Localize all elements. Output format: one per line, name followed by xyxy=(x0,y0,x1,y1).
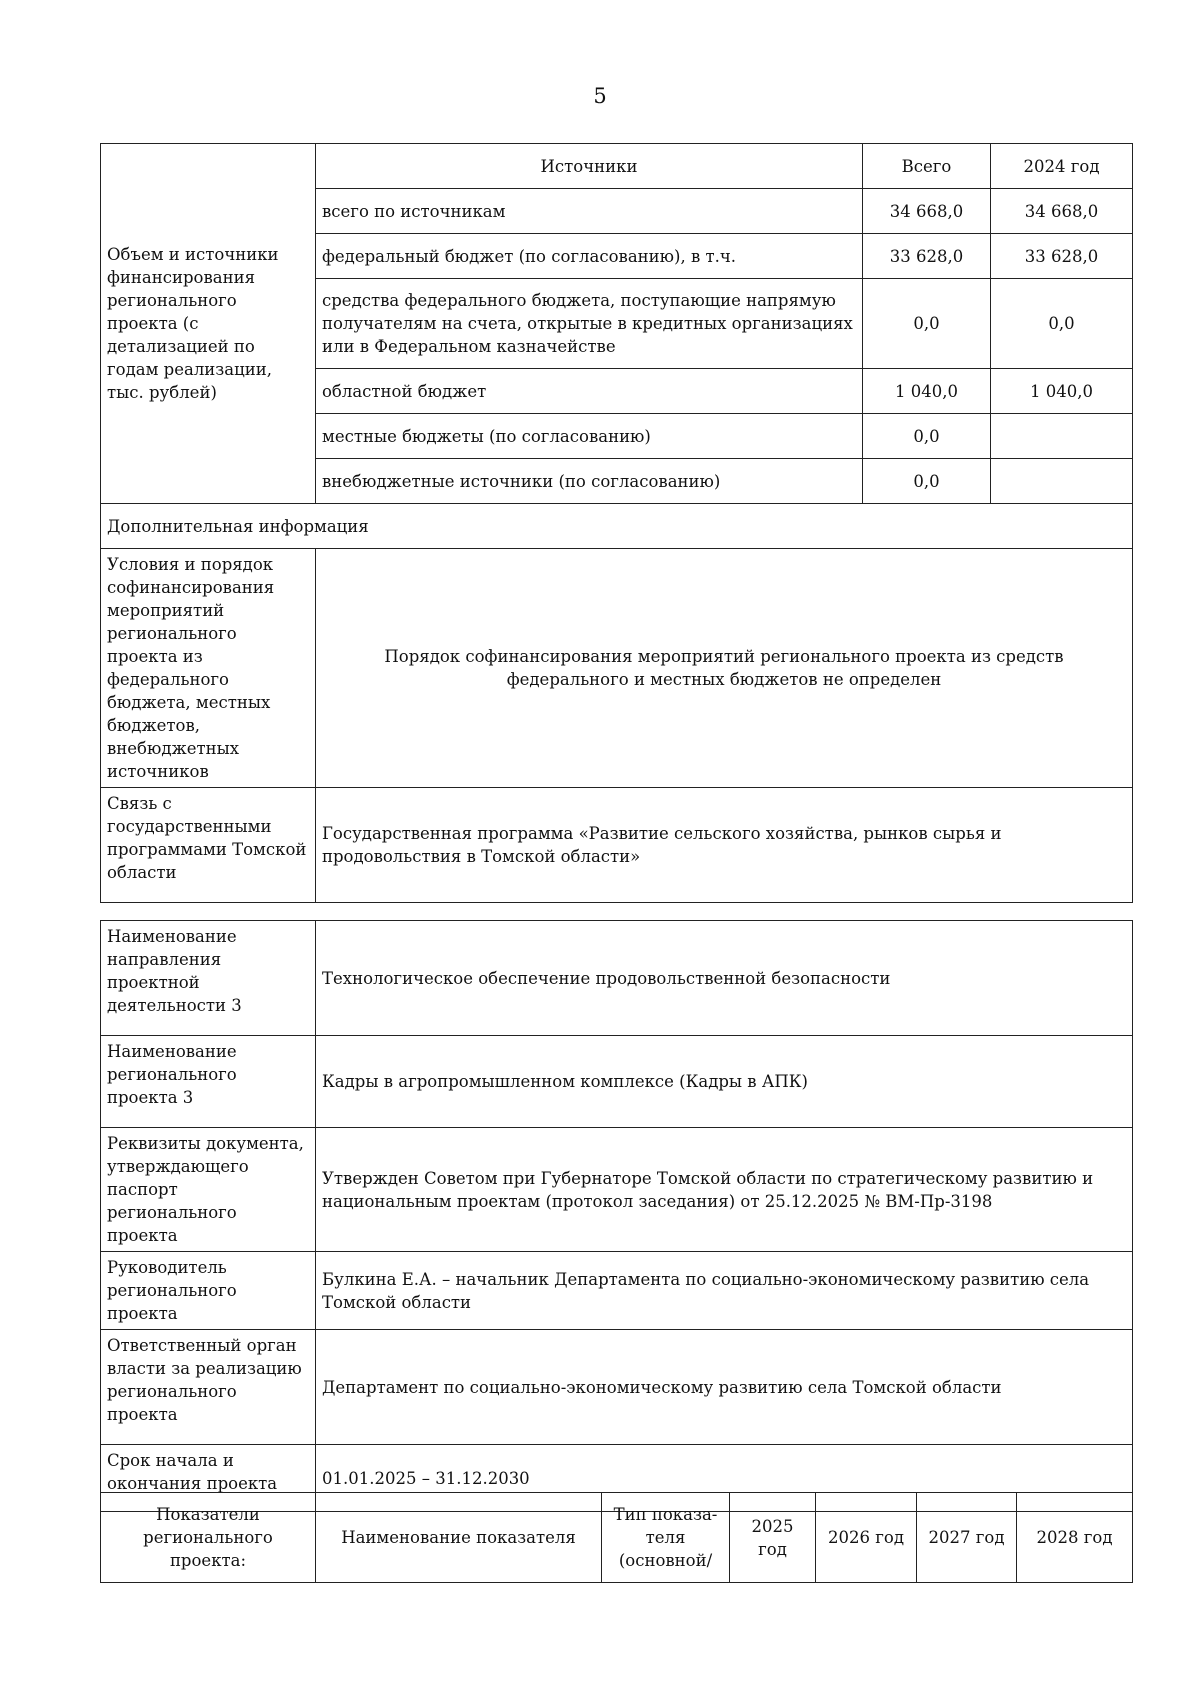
source-name: средства федерального бюджета, поступающие напрямую получателям на счета, открытые в кредитных организациях или в Федеральном казначействе xyxy=(316,279,863,369)
year-header: 2025 год xyxy=(730,1493,816,1583)
head-label: Руководитель регионального проекта xyxy=(101,1252,316,1330)
direction-value: Технологическое обеспечение продовольственной безопасности xyxy=(316,921,1133,1036)
header-year: 2024 год xyxy=(991,144,1133,189)
term-value: 01.01.2025 – 31.12.2030 xyxy=(316,1445,1133,1512)
project-name-label: Наименование регионального проекта 3 xyxy=(101,1036,316,1128)
term-label: Срок начала и окончания проекта xyxy=(101,1445,316,1512)
source-name: всего по источникам xyxy=(316,189,863,234)
cofinancing-label: Условия и порядок софинансирования мероприятий регионального проекта из федерального бюджета, местных бюджетов, внебюджетных источников xyxy=(101,549,316,788)
header-sources: Источники xyxy=(316,144,863,189)
year-header: 2026 год xyxy=(816,1493,917,1583)
source-total: 0,0 xyxy=(863,414,991,459)
project-table xyxy=(100,920,1133,1512)
source-name: местные бюджеты (по согласованию) xyxy=(316,414,863,459)
head-value: Булкина Е.А. – начальник Департамента по социально-экономическому развитию села Томской области xyxy=(316,1252,1133,1330)
indicators-table xyxy=(100,1492,1133,1583)
year-header: 2028 год xyxy=(1017,1493,1133,1583)
source-year xyxy=(991,414,1133,459)
header-total: Всего xyxy=(863,144,991,189)
indicator-name-header: Наименование показателя xyxy=(316,1493,602,1583)
page-number: 5 xyxy=(593,84,607,108)
direction-label: Наименование направления проектной деятельности 3 xyxy=(101,921,316,1036)
source-total: 0,0 xyxy=(863,459,991,504)
funding-label: Объем и источники финансирования регионального проекта (с детализацией по годам реализации, тыс. рублей) xyxy=(101,144,316,504)
additional-info-heading: Дополнительная информация xyxy=(101,504,1133,549)
source-total: 33 628,0 xyxy=(863,234,991,279)
responsible-label: Ответственный орган власти за реализацию регионального проекта xyxy=(101,1330,316,1445)
source-year: 33 628,0 xyxy=(991,234,1133,279)
indicator-type-header: Тип показа-теля (основной/ xyxy=(602,1493,730,1583)
source-year: 34 668,0 xyxy=(991,189,1133,234)
program-link-value: Государственная программа «Развитие сельского хозяйства, рынков сырья и продовольствия в Томской области» xyxy=(316,788,1133,903)
year-header: 2027 год xyxy=(917,1493,1017,1583)
source-total: 34 668,0 xyxy=(863,189,991,234)
source-name: внебюджетные источники (по согласованию) xyxy=(316,459,863,504)
source-name: областной бюджет xyxy=(316,369,863,414)
cofinancing-value: Порядок софинансирования мероприятий регионального проекта из средств федерального и местных бюджетов не определен xyxy=(316,549,1133,788)
source-total: 0,0 xyxy=(863,279,991,369)
program-link-label: Связь с государственными программами Томской области xyxy=(101,788,316,903)
source-total: 1 040,0 xyxy=(863,369,991,414)
source-year: 0,0 xyxy=(991,279,1133,369)
document-value: Утвержден Советом при Губернаторе Томской области по стратегическому развитию и национальным проектам (протокол заседания) от 25.12.2025 № ВМ-Пр-3198 xyxy=(316,1128,1133,1252)
document-label: Реквизиты документа, утверждающего паспорт регионального проекта xyxy=(101,1128,316,1252)
project-name-value: Кадры в агропромышленном комплексе (Кадры в АПК) xyxy=(316,1036,1133,1128)
responsible-value: Департамент по социально-экономическому развитию села Томской области xyxy=(316,1330,1133,1445)
source-name: федеральный бюджет (по согласованию), в т.ч. xyxy=(316,234,863,279)
source-year: 1 040,0 xyxy=(991,369,1133,414)
funding-table xyxy=(100,143,1133,903)
indicators-label: Показатели регионального проекта: xyxy=(101,1493,316,1583)
source-year xyxy=(991,459,1133,504)
